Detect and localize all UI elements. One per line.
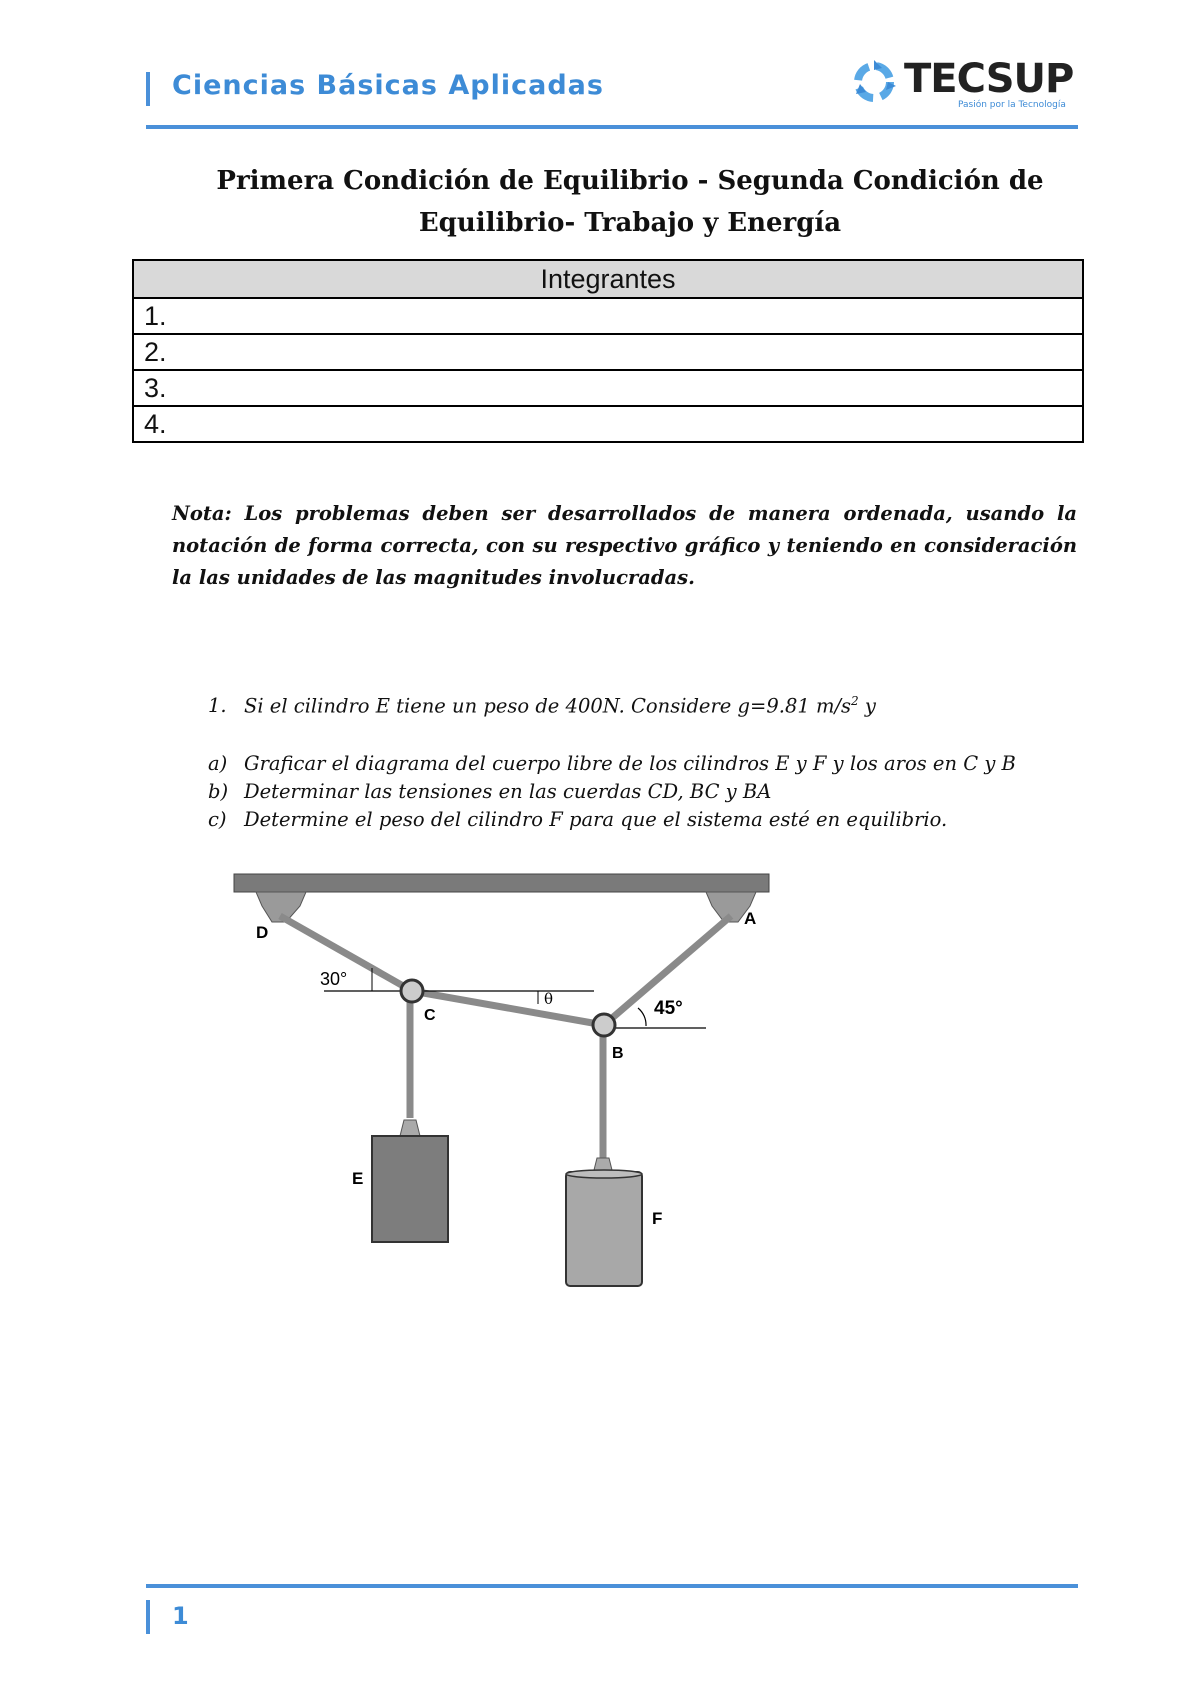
- angle-arc-45: [638, 1008, 646, 1026]
- label-theta: θ: [544, 990, 554, 1008]
- logo-recycle-icon: [848, 56, 900, 108]
- header-title: Ciencias Básicas Aplicadas: [172, 70, 604, 101]
- instructions-note: [172, 498, 1077, 594]
- member-row[interactable]: 4.: [133, 406, 1083, 442]
- label-angle-30: 30°: [320, 969, 348, 989]
- logo-wordmark: TECSUP: [904, 56, 1074, 102]
- header-rule: [146, 125, 1078, 129]
- members-table-header: Integrantes: [133, 260, 1083, 298]
- note-text: Los problemas deben ser desarrollados de manera ordenada, usando la notación de forma correcta, con su respectivo gráfico y teniendo en consideración la las unidades de las magnitudes involucradas.: [172, 502, 1077, 589]
- ring-B: [593, 1014, 615, 1036]
- ceiling-beam: [234, 874, 769, 892]
- item-label: c): [208, 808, 227, 831]
- label-D: D: [256, 923, 269, 942]
- problem-text: [244, 694, 876, 718]
- problem-text-tail: y: [858, 694, 876, 718]
- item-label: b): [208, 780, 229, 803]
- note-label: Nota:: [172, 502, 232, 525]
- item-text: Graficar el diagrama del cuerpo libre de los cilindros E y F y los aros en C y B: [244, 752, 1016, 775]
- label-A: A: [744, 909, 757, 928]
- member-row[interactable]: 1.: [133, 298, 1083, 334]
- label-angle-45: 45°: [654, 998, 683, 1019]
- header-accent-bar: [146, 72, 150, 106]
- equilibrium-diagram: [226, 858, 796, 1298]
- problem-number: 1.: [208, 694, 227, 717]
- tecsup-logo: [848, 56, 1072, 114]
- label-C: C: [424, 1007, 436, 1024]
- members-table: [132, 259, 1084, 443]
- item-text: Determine el peso del cilindro F para que el sistema esté en equilibrio.: [244, 808, 948, 831]
- cylinder-F-top: [566, 1170, 642, 1178]
- label-B: B: [612, 1045, 624, 1062]
- member-row[interactable]: 2.: [133, 334, 1083, 370]
- document-title: Primera Condición de Equilibrio - Segunda Condición de Equilibrio- Trabajo y Energía: [216, 166, 1044, 238]
- page-number: 1: [172, 1602, 189, 1630]
- label-E: E: [352, 1169, 364, 1188]
- ring-C: [401, 980, 423, 1002]
- item-text: Determinar las tensiones en las cuerdas CD, BC y BA: [244, 780, 772, 803]
- cylinder-E: [372, 1136, 448, 1242]
- label-F: F: [652, 1209, 663, 1228]
- hook-E: [400, 1120, 420, 1136]
- rope-CB: [412, 991, 604, 1025]
- footer-accent-bar: [146, 1600, 150, 1634]
- item-label: a): [208, 752, 228, 775]
- problem-text-exponent: 2: [851, 694, 859, 708]
- logo-tagline: Pasión por la Tecnología: [958, 100, 1066, 110]
- problem-text-main: Si el cilindro E tiene un peso de 400N. Considere g=9.81 m/s: [244, 694, 852, 718]
- footer-rule: [146, 1584, 1078, 1588]
- member-row[interactable]: 3.: [133, 370, 1083, 406]
- cylinder-F: [566, 1172, 642, 1286]
